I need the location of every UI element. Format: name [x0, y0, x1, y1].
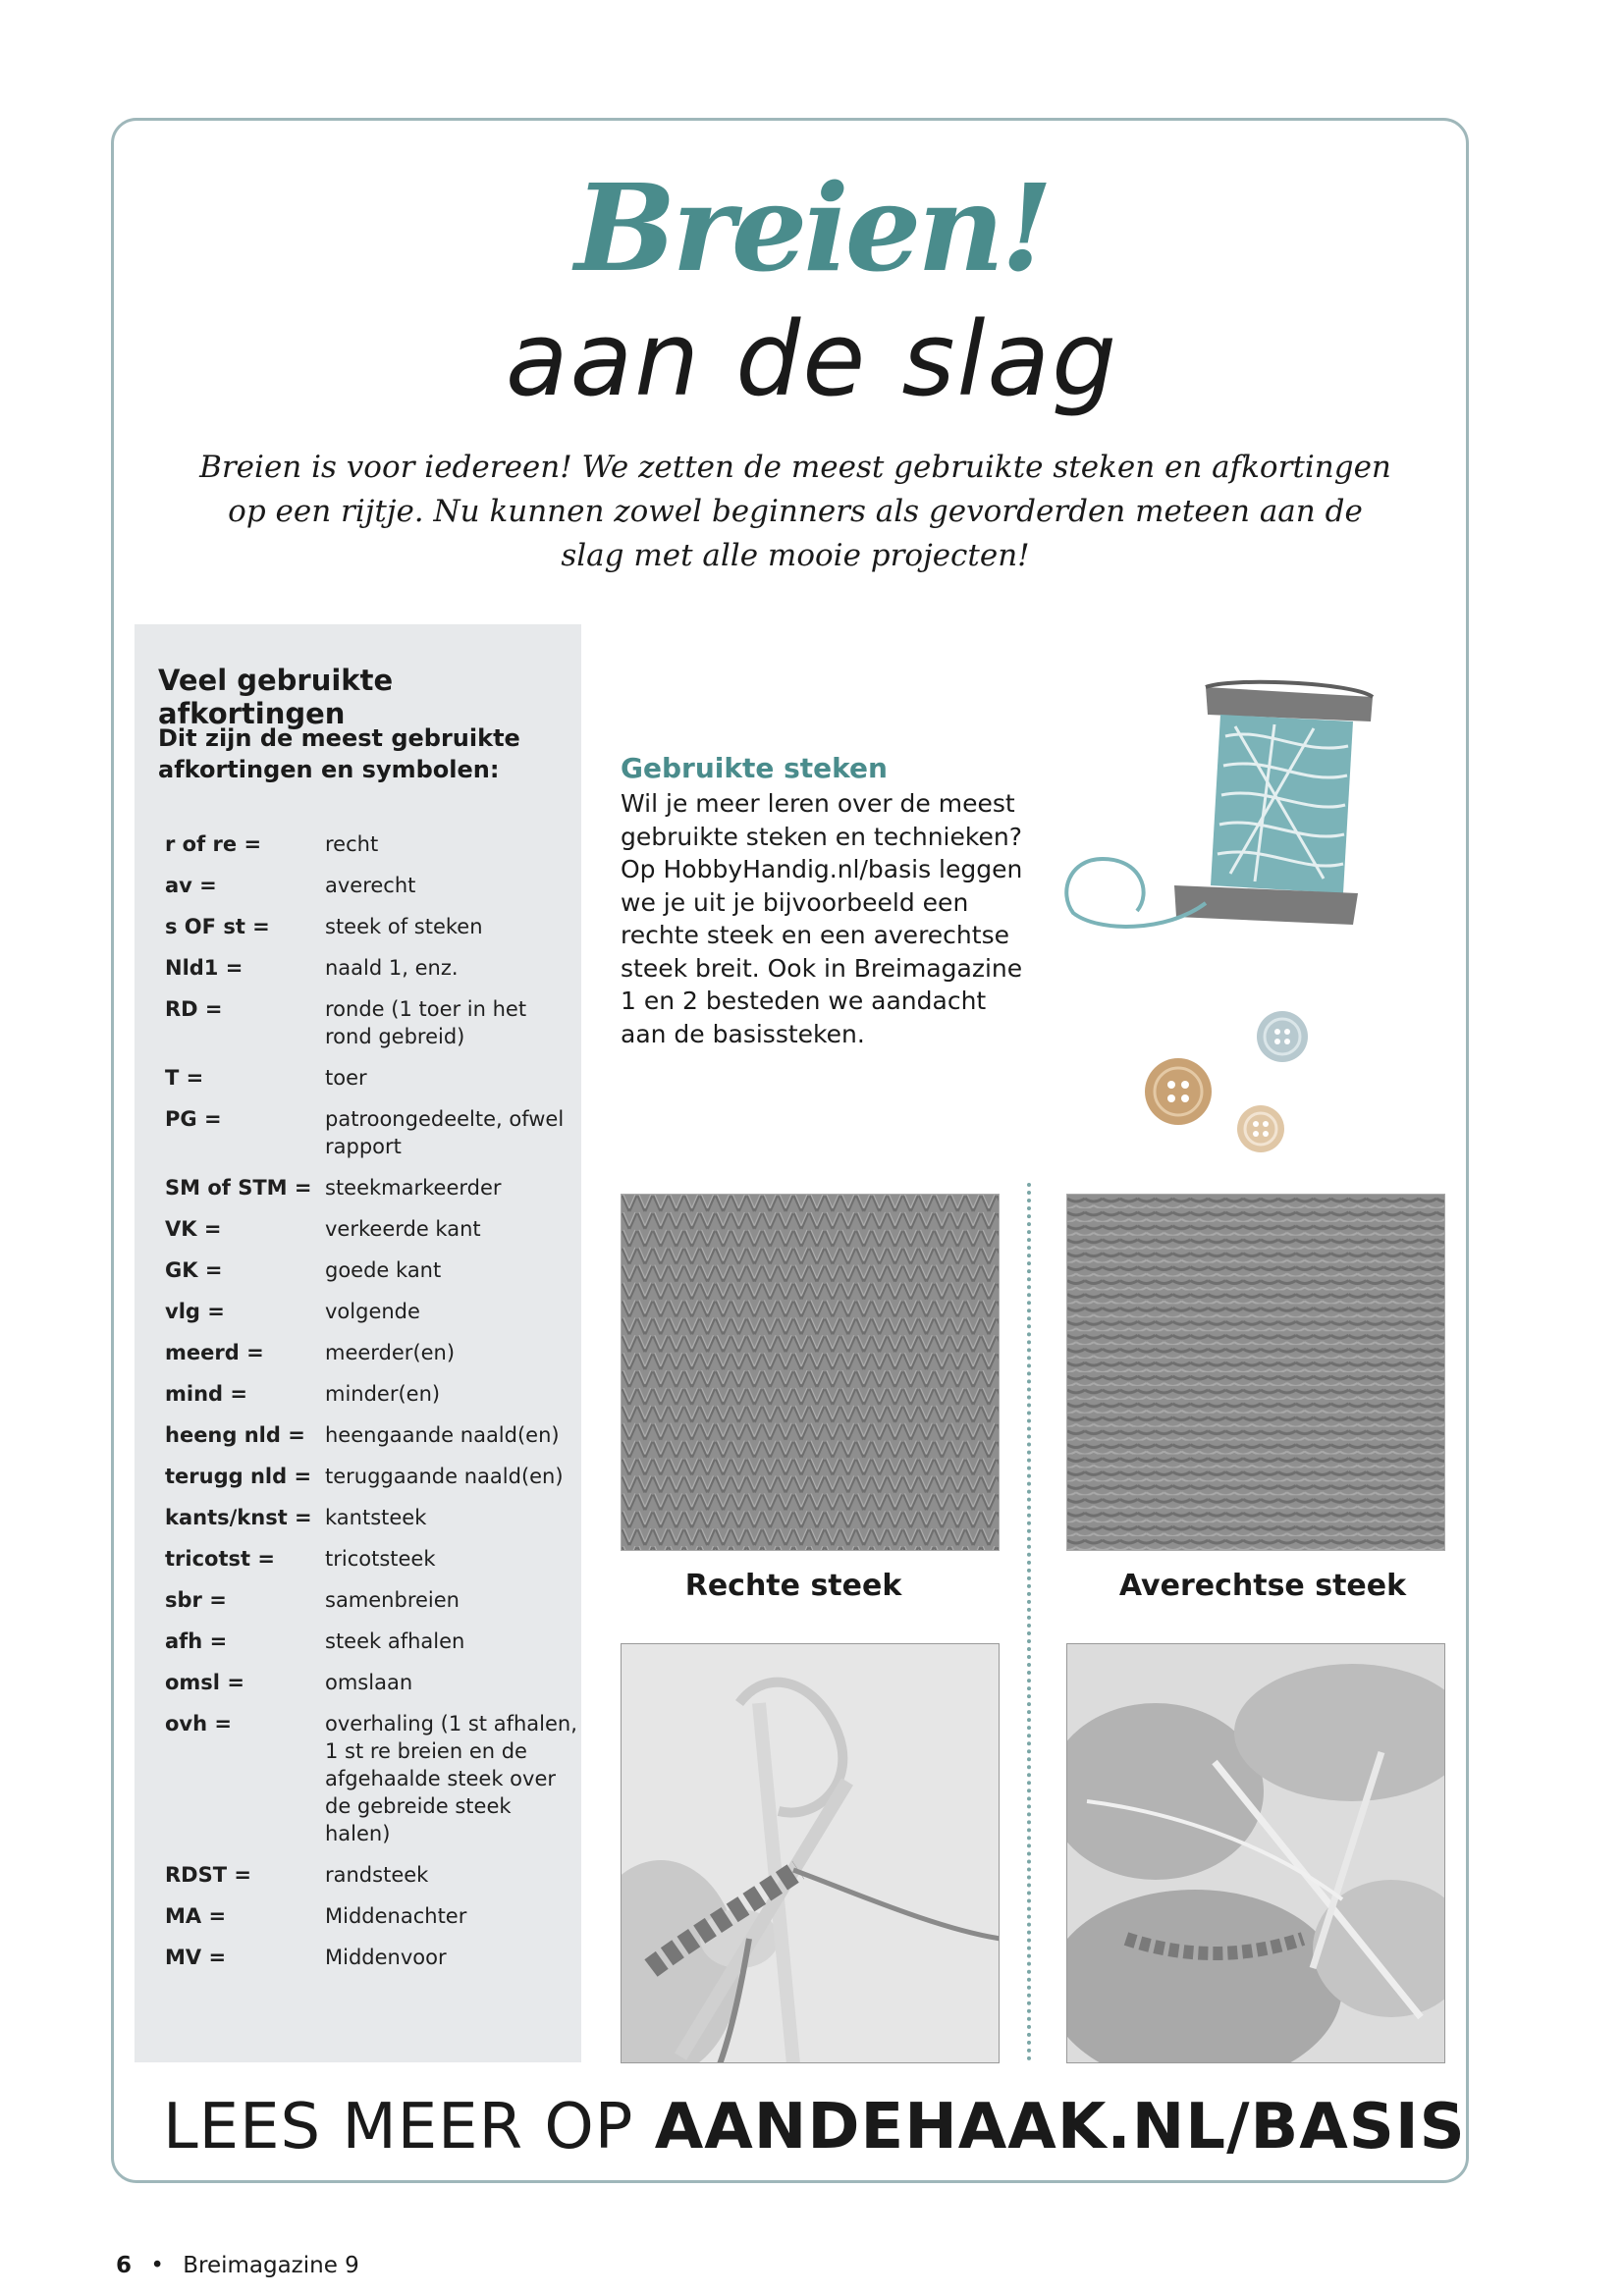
- abbreviation-key: r of re =: [165, 832, 262, 856]
- abbreviation-row: [165, 1298, 577, 1325]
- abbreviation-key: RD =: [165, 997, 223, 1021]
- abbreviation-key: kants/knst =: [165, 1506, 312, 1529]
- abbreviation-value: averecht: [325, 874, 416, 897]
- buttons-illustration: [1139, 1001, 1326, 1158]
- abbreviation-value: steek afhalen: [325, 1629, 465, 1653]
- abbreviation-row: [165, 1421, 577, 1449]
- abbreviation-key: s OF st =: [165, 915, 270, 938]
- page-title: Breien!: [574, 157, 1050, 298]
- abbreviation-value: omslaan: [325, 1671, 413, 1694]
- abbreviation-key: SM of STM =: [165, 1176, 312, 1200]
- abbreviation-key: terugg nld =: [165, 1465, 312, 1488]
- abbreviation-value: kantsteek: [325, 1506, 427, 1529]
- abbreviation-value: teruggaande naald(en): [325, 1465, 564, 1488]
- steken-title: Gebruikte steken: [621, 752, 888, 784]
- abbreviation-key: RDST =: [165, 1863, 251, 1887]
- abbreviation-key: mind =: [165, 1382, 247, 1406]
- abbreviation-value: minder(en): [325, 1382, 441, 1406]
- abbreviation-value: randsteek: [325, 1863, 429, 1887]
- abbreviations-list: [165, 830, 577, 1985]
- intro-text: Breien is voor iedereen! We zetten de meest gebruikte steken en afkortingen op een rijtje. Nu kunnen zowel beginners als gevorderden meteen aan de slag met alle mooie projecten!: [199, 450, 1391, 573]
- abbreviation-value: steekmarkeerder: [325, 1176, 502, 1200]
- abbreviation-row: [165, 1861, 577, 1889]
- abbreviation-key: av =: [165, 874, 217, 897]
- abbreviation-row: [165, 872, 577, 899]
- read-more-url[interactable]: AANDEHAAK.NL/BASIS: [654, 2091, 1466, 2163]
- abbreviation-row: [165, 1504, 577, 1531]
- rechte-steek-label: Rechte steek: [684, 1569, 902, 1603]
- abbreviation-row: [165, 1628, 577, 1655]
- abbreviation-key: Nld1 =: [165, 956, 244, 980]
- abbreviation-key: heeng nld =: [165, 1423, 305, 1447]
- abbreviation-row: [165, 1586, 577, 1614]
- abbreviation-value: goede kant: [325, 1258, 442, 1282]
- abbreviation-row: [165, 1944, 577, 1971]
- magazine-name: Breimagazine 9: [183, 2253, 359, 2278]
- abbreviations-title: Veel gebruikte afkortingen: [158, 664, 394, 730]
- abbreviation-row: [165, 830, 577, 858]
- abbreviation-key: vlg =: [165, 1300, 225, 1323]
- abbreviation-row: [165, 1105, 577, 1160]
- page-number: 6: [116, 2253, 133, 2278]
- abbreviation-value: Middenvoor: [325, 1946, 447, 1969]
- abbreviation-key: T =: [165, 1066, 204, 1090]
- page-subtitle: aan de slag: [505, 299, 1119, 419]
- abbreviation-value: meerder(en): [325, 1341, 456, 1364]
- abbreviation-key: afh =: [165, 1629, 228, 1653]
- abbreviation-value: Middenachter: [325, 1904, 467, 1928]
- abbreviation-row: [165, 995, 577, 1050]
- abbreviation-value: steek of steken: [325, 915, 483, 938]
- steken-body: Wil je meer leren over de meest gebruikte steken en technieken? Op HobbyHandig.nl/basis leggen we je uit je bijvoorbeeld een rechte steek en een averechtse steek breit. Ook in Breimagazine 1 en 2 besteden we aandacht aan de basissteken.: [621, 789, 1023, 1048]
- abbreviation-key: tricotst =: [165, 1547, 275, 1571]
- abbreviation-value: recht: [325, 832, 379, 856]
- abbreviations-subtitle: Dit zijn de meest gebruikte afkortingen en symbolen:: [158, 724, 520, 783]
- abbreviation-row: [165, 1669, 577, 1696]
- rechte-steek-swatch: [621, 1194, 1000, 1551]
- abbreviation-value: samenbreien: [325, 1588, 460, 1612]
- knitting-photo-right: [1066, 1643, 1445, 2063]
- abbreviation-row: [165, 1545, 577, 1573]
- abbreviation-row: [165, 1380, 577, 1408]
- abbreviation-value: ronde (1 toer in het rond gebreid): [325, 997, 527, 1048]
- abbreviation-key: PG =: [165, 1107, 222, 1131]
- abbreviation-value: toer: [325, 1066, 367, 1090]
- abbreviation-row: [165, 913, 577, 940]
- abbreviation-value: overhaling (1 st afhalen, 1 st re breien en de afgehaalde steek over de gebreide steek halen): [325, 1712, 577, 1845]
- abbreviation-value: heengaande naald(en): [325, 1423, 560, 1447]
- abbreviation-value: patroongedeelte, ofwel rapport: [325, 1107, 565, 1158]
- abbreviation-value: volgende: [325, 1300, 420, 1323]
- read-more-link[interactable]: [163, 2091, 1466, 2163]
- abbreviation-key: sbr =: [165, 1588, 227, 1612]
- abbreviation-row: [165, 954, 577, 982]
- abbreviations-panel: [135, 624, 581, 2062]
- abbreviation-key: GK =: [165, 1258, 223, 1282]
- abbreviation-key: MA =: [165, 1904, 227, 1928]
- knitting-photo-left: [621, 1643, 1000, 2063]
- averechtse-steek-swatch: [1066, 1194, 1445, 1551]
- abbreviation-row: [165, 1710, 577, 1847]
- abbreviation-row: [165, 1174, 577, 1201]
- abbreviation-row: [165, 1064, 577, 1092]
- abbreviation-value: verkeerde kant: [325, 1217, 481, 1241]
- footer-separator: •: [150, 2253, 164, 2278]
- averechtse-steek-label: Averechtse steek: [1118, 1569, 1407, 1603]
- abbreviation-row: [165, 1463, 577, 1490]
- abbreviation-row: [165, 1902, 577, 1930]
- abbreviation-value: naald 1, enz.: [325, 956, 459, 980]
- dotted-divider: [1027, 1183, 1031, 2061]
- abbreviation-key: omsl =: [165, 1671, 244, 1694]
- abbreviation-row: [165, 1339, 577, 1366]
- page-footer: [116, 2253, 359, 2278]
- abbreviation-row: [165, 1215, 577, 1243]
- abbreviation-key: VK =: [165, 1217, 222, 1241]
- abbreviation-key: meerd =: [165, 1341, 264, 1364]
- abbreviation-key: ovh =: [165, 1712, 232, 1735]
- abbreviation-key: MV =: [165, 1946, 227, 1969]
- thread-spool-illustration: [1058, 667, 1382, 952]
- abbreviation-row: [165, 1256, 577, 1284]
- abbreviation-value: tricotsteek: [325, 1547, 436, 1571]
- read-more-prefix: LEES MEER OP: [163, 2091, 655, 2163]
